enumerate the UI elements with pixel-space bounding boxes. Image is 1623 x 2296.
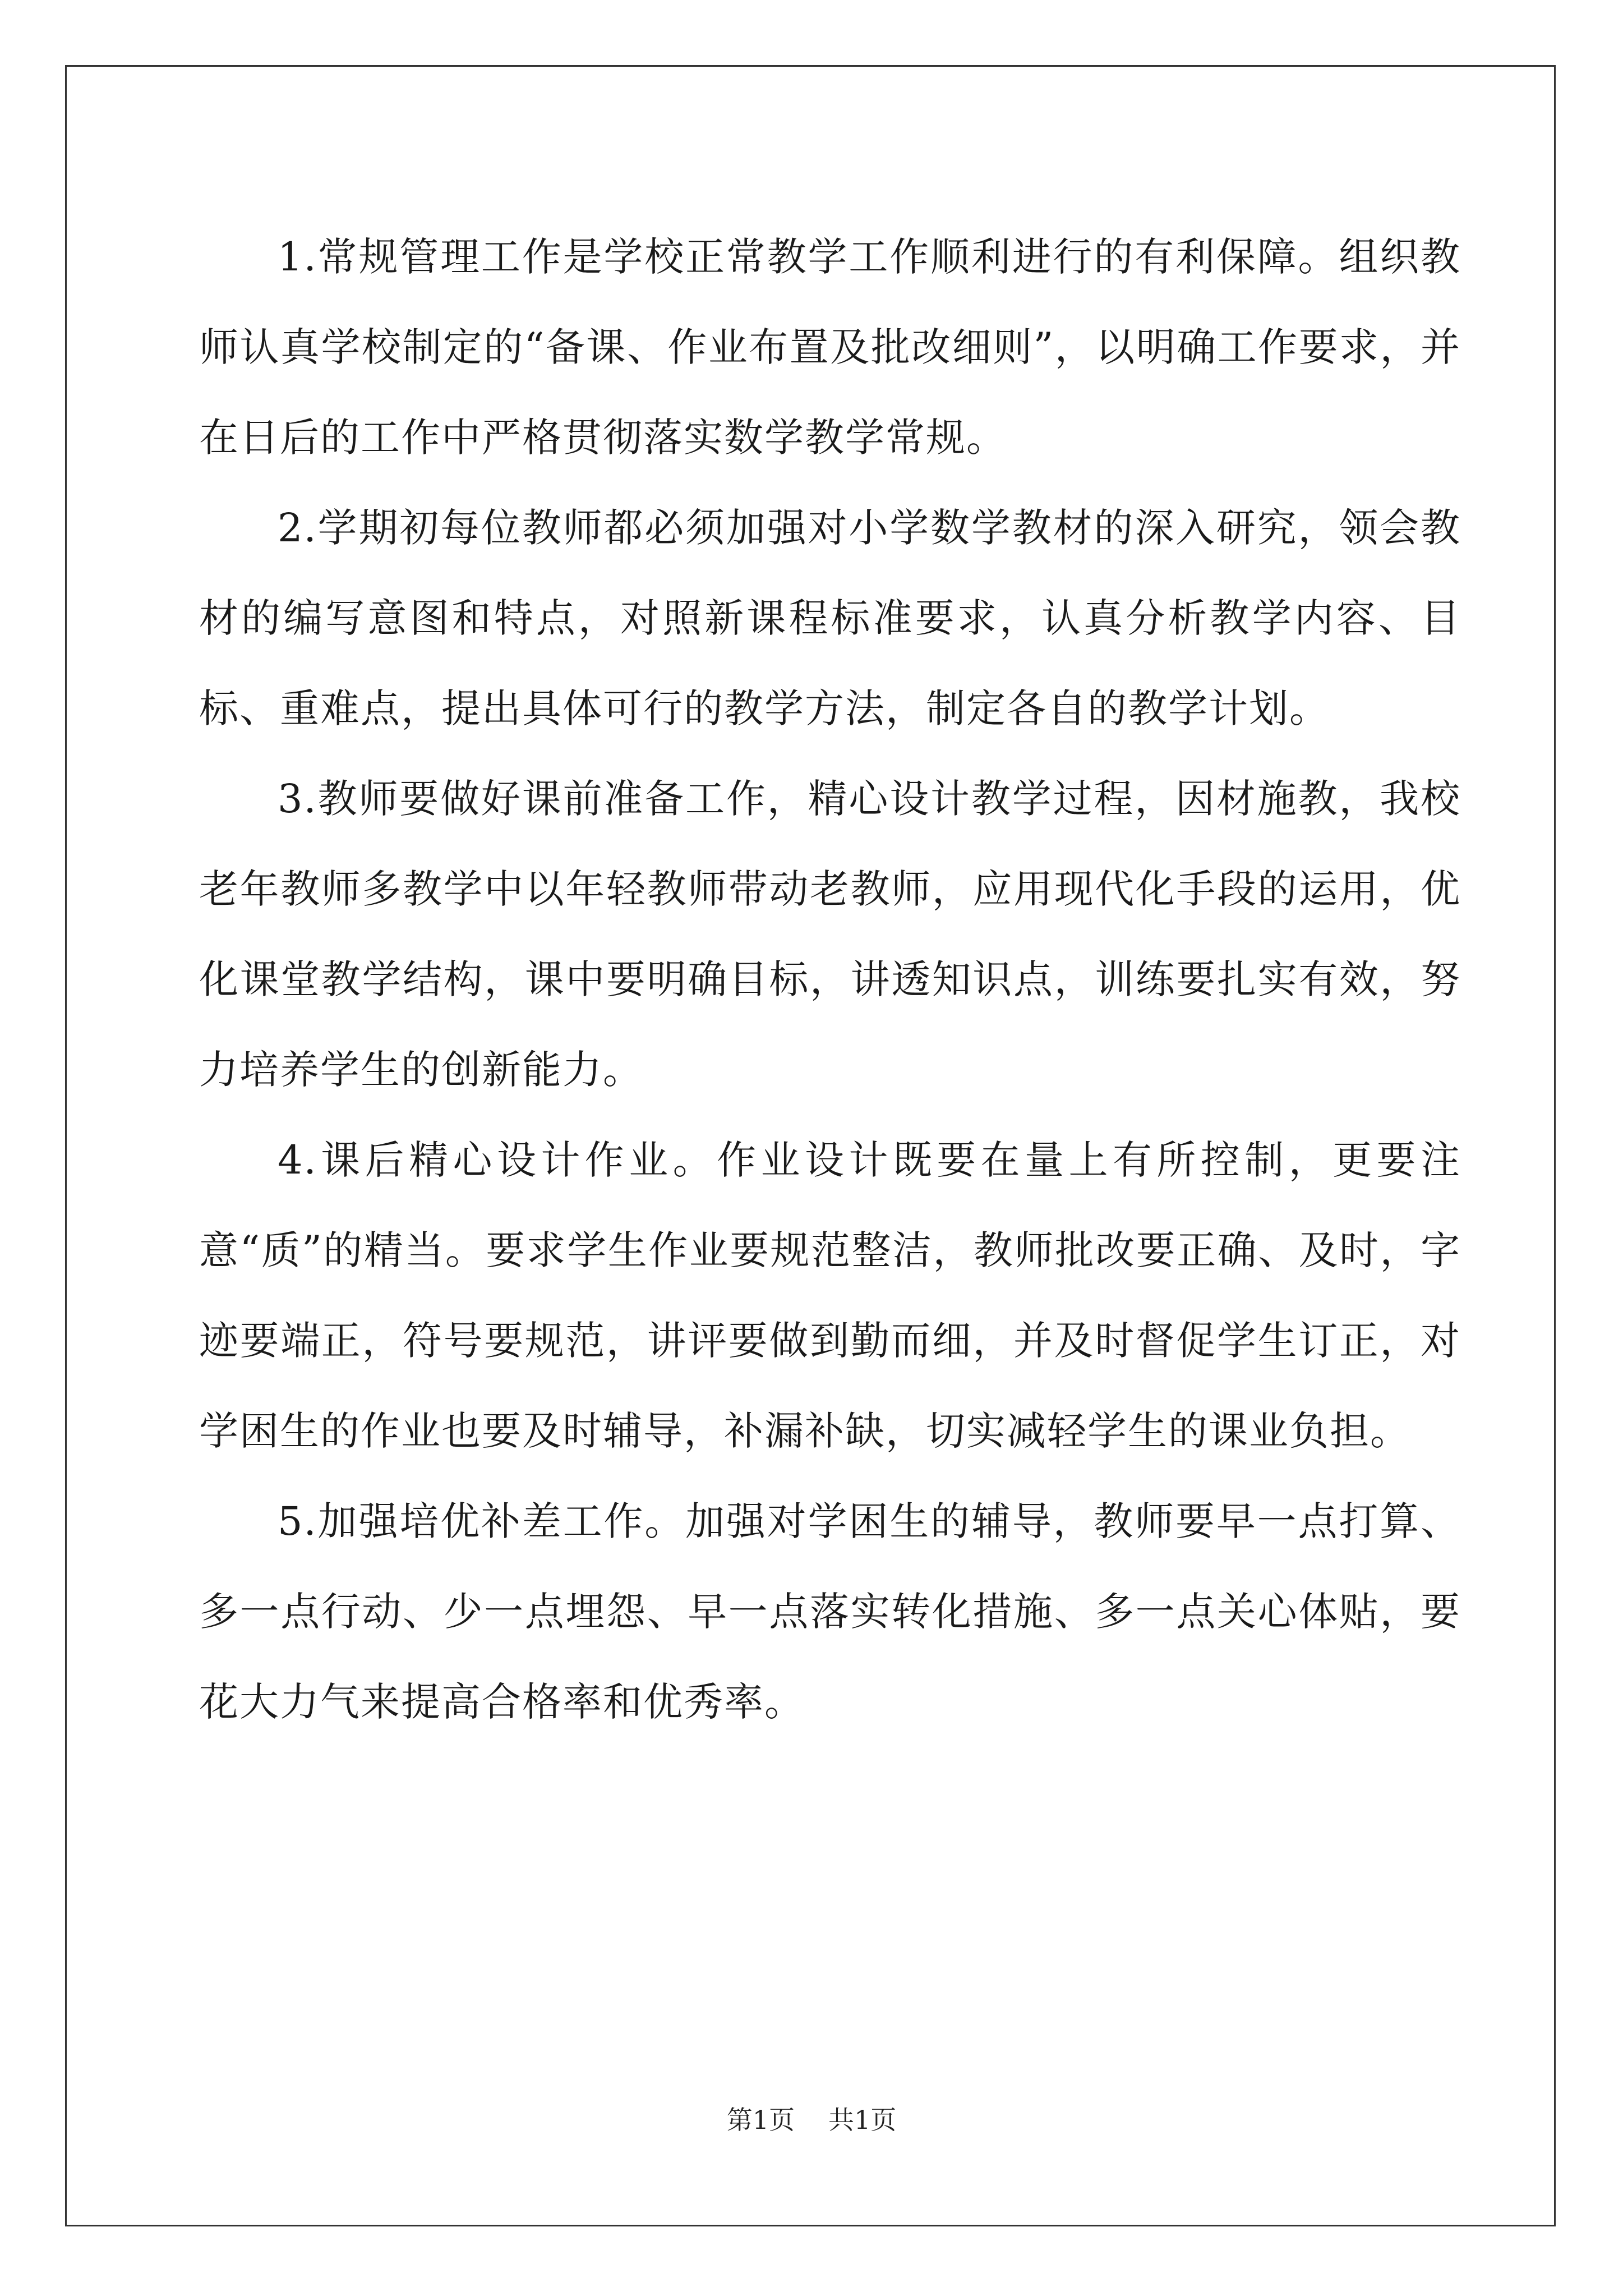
- paragraph-1: 1.常规管理工作是学校正常教学工作顺利进行的有利保障。组织教师认真学校制定的“备课、作业布置及批改细则”，以明确工作要求，并在日后的工作中严格贯彻落实数学教学常规。: [199, 234, 1461, 461]
- paragraph-5: 5.加强培优补差工作。加强对学困生的辅导，教师要早一点打算、多一点行动、少一点埋怨、早一点落实转化措施、多一点关心体贴，要花大力气来提高合格率和优秀率。: [199, 1498, 1461, 1725]
- paragraph-4: 4.课后精心设计作业。作业设计既要在量上有所控制，更要注意“质”的精当。要求学生作业要规范整洁，教师批改要正确、及时，字迹要端正，符号要规范，讲评要做到勤而细，并及时督促学生订正，对学困生的作业也要及时辅导，补漏补缺，切实减轻学生的课业负担。: [199, 1137, 1461, 1454]
- page-footer: [0, 2103, 1623, 2137]
- page-total: 共1页: [828, 2105, 897, 2135]
- paragraph-3: 3.教师要做好课前准备工作，精心设计教学过程，因材施教，我校老年教师多教学中以年轻教师带动老教师，应用现代化手段的运用，优化课堂教学结构，课中要明确目标，讲透知识点，训练要扎实有效，努力培养学生的创新能力。: [199, 776, 1461, 1093]
- page-number: 第1页: [726, 2105, 795, 2135]
- paragraph-2: 2.学期初每位教师都必须加强对小学数学教材的深入研究，领会教材的编写意图和特点，对照新课程标准要求，认真分析教学内容、目标、重难点，提出具体可行的教学方法，制定各自的教学计划。: [199, 505, 1461, 731]
- document-body: [199, 212, 1461, 1747]
